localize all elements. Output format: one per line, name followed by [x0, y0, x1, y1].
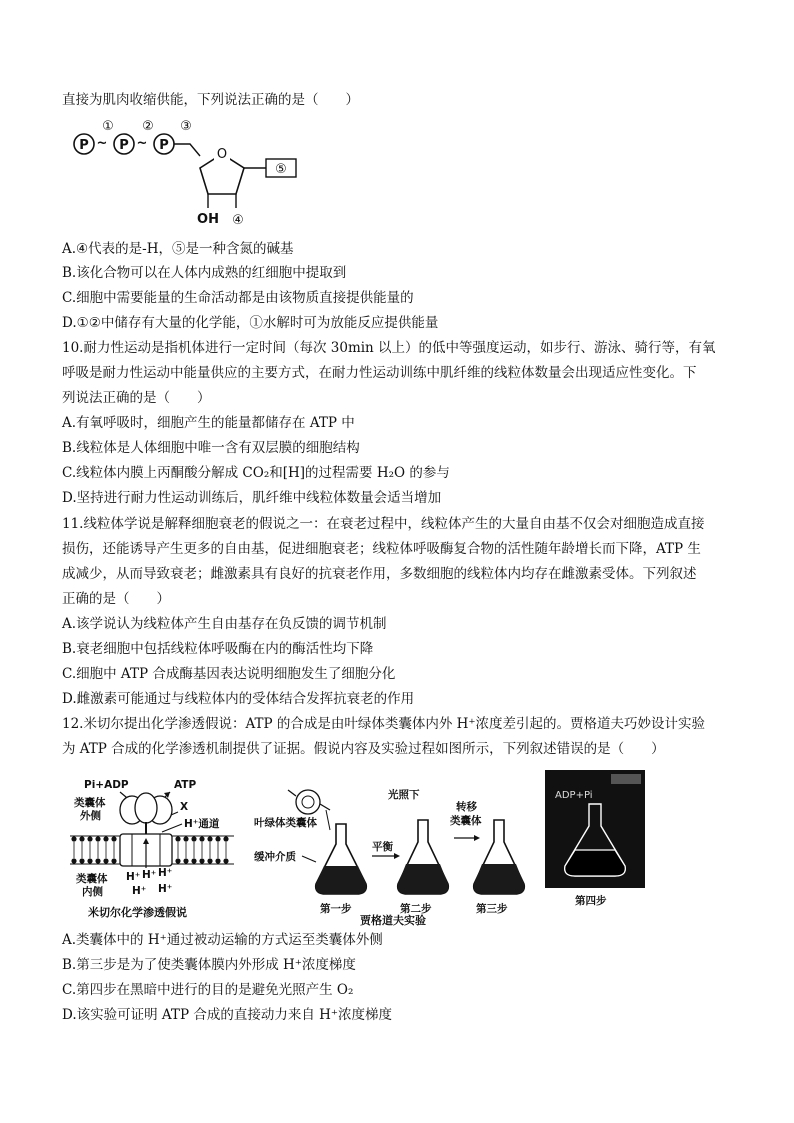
q10-option-a: A.有氧呼吸时，细胞产生的能量都储存在 ATP 中 — [62, 415, 355, 431]
jagendorf-experiment-figure — [250, 780, 540, 926]
inner-label-2: 内侧 — [82, 886, 103, 898]
q10-option-d: D.坚持进行耐力性运动训练后，肌纤维中线粒体数量会适当增加 — [62, 490, 442, 506]
pi-adp-label: Pi+ADP — [84, 779, 129, 791]
transfer-label-2: 类囊体 — [450, 815, 482, 827]
experiment-caption: 贾格道夫实验 — [360, 914, 426, 926]
q9-option-d: D.①②中储存有大量的化学能，①水解时可为放能反应提供能量 — [62, 315, 439, 331]
balance-label: 平衡 — [372, 841, 393, 853]
step-1: 第一步 — [320, 903, 352, 915]
q12-option-c: C.第四步在黑暗中进行的目的是避免光照产生 O₂ — [62, 982, 354, 998]
step-2: 第二步 — [400, 903, 432, 915]
step-3: 第三步 — [476, 903, 508, 915]
chemiosmosis-figure — [66, 772, 246, 924]
transfer-label-1: 转移 — [456, 801, 477, 813]
left-figure-caption: 米切尔化学渗透假说 — [88, 906, 187, 919]
step-4: 第四步 — [575, 895, 607, 907]
q12-option-a: A.类囊体中的 H⁺通过被动运输的方式运至类囊体外侧 — [62, 932, 383, 948]
dark-step-figure — [545, 770, 647, 908]
q12-stem-line-1: 12.米切尔提出化学渗透假说：ATP 的合成是由叶绿体类囊体内外 H⁺浓度差引起的。贾格道夫巧妙设计实验 — [62, 716, 706, 732]
q11-stem-line-2: 损伤，还能诱导产生更多的自由基，促进细胞衰老；线粒体呼吸酶复合物的活性随年龄增长而下降，ATP 生 — [62, 541, 701, 557]
h-ion-3: H⁺ — [158, 867, 173, 879]
q11-stem-line-1: 11.线粒体学说是解释细胞衰老的假说之一：在衰老过程中，线粒体产生的大量自由基不仅会对细胞造成直接 — [62, 516, 705, 532]
atp-label: ATP — [174, 779, 197, 791]
atp-structure-figure — [66, 116, 316, 232]
tilde-2: ~ — [136, 136, 148, 151]
q11-option-c: C.细胞中 ATP 合成酶基因表达说明细胞发生了细胞分化 — [62, 666, 396, 682]
p-label-3: P — [159, 138, 169, 153]
q9-option-a: A.④代表的是-H，⑤是一种含氮的碱基 — [62, 241, 294, 257]
q12-option-d: D.该实验可证明 ATP 合成的直接动力来自 H⁺浓度梯度 — [62, 1007, 393, 1023]
q11-option-d: D.雌激素可能通过与线粒体内的受体结合发挥抗衰老的作用 — [62, 691, 415, 707]
p-label-2: P — [119, 138, 129, 153]
bond-num-2: ② — [142, 119, 154, 134]
q10-stem-line-3: 列说法正确的是（ ） — [62, 390, 211, 406]
q12-option-b: B.第三步是为了使类囊体膜内外形成 H⁺浓度梯度 — [62, 957, 356, 973]
bond-num-3: ③ — [180, 119, 192, 134]
oh-group: OH — [197, 212, 219, 227]
outer-label-2: 外侧 — [80, 810, 101, 822]
inner-label-1: 类囊体 — [76, 873, 108, 885]
q10-stem-line-2: 呼吸是耐力性运动中能量供应的主要方式，在耐力性运动训练中肌纤维的线粒体数量会出现适应性变化。下 — [62, 365, 697, 381]
dark-adp-label: ADP+Pi — [555, 790, 593, 801]
p-label-1: P — [79, 138, 89, 153]
outer-label-1: 类囊体 — [74, 797, 106, 809]
q12-stem-line-2: 为 ATP 合成的化学渗透机制提供了证据。假说内容及实验过程如图所示，下列叙述错误的是（ ） — [62, 741, 665, 757]
q9-option-b: B.该化合物可以在人体内成熟的红细胞中提取到 — [62, 265, 347, 281]
q10-option-c: C.线粒体内膜上丙酮酸分解成 CO₂和[H]的过程需要 H₂O 的参与 — [62, 465, 450, 481]
q10-option-b: B.线粒体是人体细胞中唯一含有双层膜的细胞结构 — [62, 440, 360, 456]
h-ion-2: H⁺ — [142, 869, 157, 881]
thylakoid-label: 叶绿体类囊体 — [254, 817, 317, 829]
h-ion-4: H⁺ — [132, 885, 147, 897]
h-channel-label: H⁺通道 — [184, 818, 220, 830]
num-4: ④ — [232, 213, 244, 228]
q11-option-a: A.该学说认为线粒体产生自由基存在负反馈的调节机制 — [62, 616, 387, 632]
buffer-label: 缓冲介质 — [254, 851, 296, 863]
x-label: X — [180, 801, 189, 813]
ring-oxygen: O — [216, 147, 228, 162]
q11-stem-line-4: 正确的是（ ） — [62, 591, 170, 607]
h-ion-5: H⁺ — [158, 883, 173, 895]
q11-option-b: B.衰老细胞中包括线粒体呼吸酶在内的酶活性均下降 — [62, 641, 374, 657]
q9-option-c: C.细胞中需要能量的生命活动都是由该物质直接提供能量的 — [62, 290, 414, 306]
tilde-1: ~ — [96, 136, 108, 151]
q10-stem-line-1: 10.耐力性运动是指机体进行一定时间（每次 30min 以上）的低中等强度运动，如步行、游泳、骑行等，有氧 — [62, 340, 716, 356]
h-ion-1: H⁺ — [126, 871, 141, 883]
q11-stem-line-3: 成减少，从而导致衰老；雌激素具有良好的抗衰老作用，多数细胞的线粒体内均存在雌激素受体。下列叙述 — [62, 566, 697, 582]
bond-num-1: ① — [102, 119, 114, 134]
light-label: 光照下 — [388, 789, 420, 801]
num-5: ⑤ — [275, 162, 287, 177]
q9-stem: 直接为肌肉收缩供能，下列说法正确的是（ ） — [62, 92, 359, 108]
